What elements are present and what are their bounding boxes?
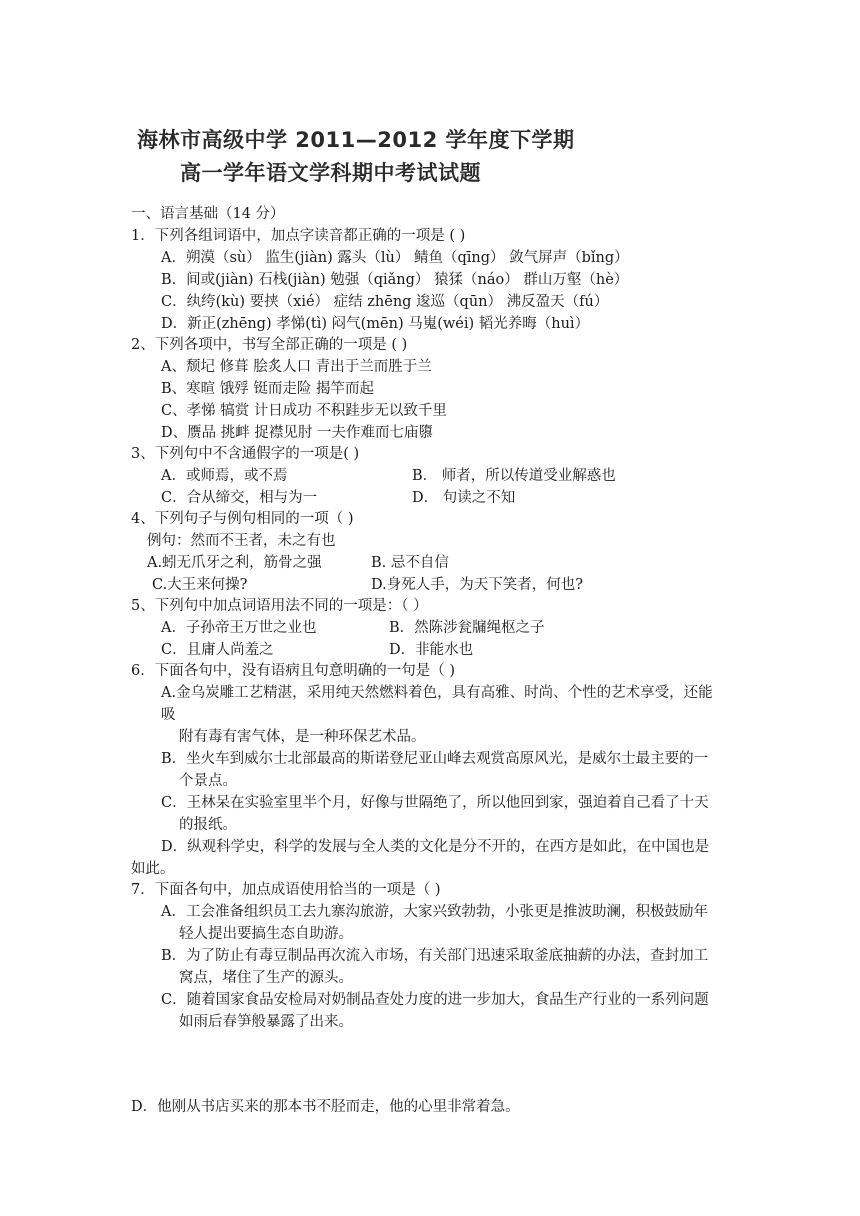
q5-option-b: B．然陈涉瓮牖绳枢之子 <box>389 620 545 636</box>
q7-option-d: D．他刚从书店买来的那本书不胫而走，他的心里非常着急。 <box>131 1099 520 1115</box>
exam-title-line2: 高一学年语文学科期中考试试题 <box>180 161 481 185</box>
q7-option-a-line2: 轻人提出要搞生态自助游。 <box>179 926 353 942</box>
q4-option-c: C.大王来何操? <box>152 577 248 593</box>
q2-stem: 2、下列各项中，书写全部正确的一项是 ( ) <box>131 337 408 353</box>
q2-option-a: A、颓圮 修葺 脍炙人口 青出于兰而胜于兰 <box>161 359 432 375</box>
q4-stem: 4、下列句子与例句相同的一项（ ) <box>131 511 354 527</box>
q4-option-d: D.身死人手，为天下笑者，何也? <box>371 577 583 593</box>
q6-option-b-line1: B．坐火车到威尔士北部最高的斯诺登尼亚山峰去观赏高原风光，是威尔士最主要的一 <box>161 751 709 767</box>
q4-option-a: A.蚓无爪牙之利，筋骨之强 <box>147 555 322 571</box>
q7-option-c-line2: 如雨后春笋般暴露了出来。 <box>179 1014 353 1030</box>
q5-option-a: A．子孙帝王万世之业也 <box>161 620 317 636</box>
q3-option-d: D． 句读之不知 <box>412 490 516 506</box>
q7-option-a-line1: A．工会准备组织员工去九寨沟旅游，大家兴致勃勃，小张更是推波助澜，积极鼓励年 <box>161 904 708 920</box>
q6-option-c-line1: C．王林呆在实验室里半个月，好像与世隔绝了，所以他回到家，强迫着自己看了十天 <box>161 795 709 811</box>
q6-option-d-line2: 如此。 <box>131 861 175 877</box>
q1-option-a: A．朔漠（sù） 监生(jiàn) 露头（lù） 鲭鱼（qīng） 敛气屏声（bǐng） <box>161 250 629 266</box>
q3-stem: 3、下列句中不含通假字的一项是( ) <box>131 446 360 462</box>
q2-option-d: D、赝品 挑衅 捉襟见肘 一夫作难而七庙隳 <box>161 425 433 441</box>
q3-option-a: A．或师焉，或不焉 <box>161 468 288 484</box>
q1-option-b: B．间或(jiàn) 石栈(jiàn) 勉强（qiǎng） 猿猱（náo） 群山万壑（hè） <box>161 272 629 288</box>
q2-option-c: C、孝悌 犒赏 计日成功 不积跬步无以致千里 <box>161 403 447 419</box>
q6-option-a-line1: A.金乌炭雕工艺精湛，采用纯天然燃料着色，具有高雅、时尚、个性的艺术享受，还能 <box>161 685 713 701</box>
q4-option-b: B. 忌不自信 <box>371 555 449 571</box>
q6-option-c-line2: 的报纸。 <box>179 817 237 833</box>
section-heading: 一、语言基础（14 分） <box>131 206 285 222</box>
q6-option-b-line2: 个景点。 <box>179 773 237 789</box>
q6-stem: 6．下面各句中，没有语病且句意明确的一句是（ ) <box>131 663 455 679</box>
q5-option-c: C．且庸人尚羞之 <box>161 642 274 658</box>
q7-stem: 7．下面各句中，加点成语使用恰当的一项是（ ) <box>131 882 441 898</box>
q1-option-c: C．纨绔(kù) 要挟（xié） 症结 zhēng 逡巡（qūn） 沸反盈天（fú） <box>161 294 609 310</box>
q6-option-a-line3: 附有毒有害气体，是一种环保艺术品。 <box>179 729 426 745</box>
q6-option-d-line1: D．纵观科学史，科学的发展与全人类的文化是分不开的，在西方是如此，在中国也是 <box>161 839 710 855</box>
q2-option-b: B、寒暄 饿殍 铤而走险 揭竿而起 <box>161 381 374 397</box>
q5-option-d: D．非能水也 <box>389 642 474 658</box>
q6-option-a-line2: 吸 <box>161 707 176 723</box>
exam-title-line1: 海林市高级中学 2011—2012 学年度下学期 <box>137 128 575 152</box>
q7-option-b-line2: 窝点，堵住了生产的源头。 <box>179 970 353 986</box>
q3-option-b: B． 师者，所以传道受业解惑也 <box>412 468 616 484</box>
q4-example: 例句：然而不王者，未之有也 <box>147 533 336 549</box>
q7-option-b-line1: B．为了防止有毒豆制品再次流入市场，有关部门迅速采取釜底抽薪的办法，查封加工 <box>161 948 709 964</box>
q7-option-c-line1: C．随着国家食品安检局对奶制品查处力度的进一步加大，食品生产行业的一系列问题 <box>161 992 709 1008</box>
q1-stem: 1．下列各组词语中，加点字读音都正确的一项是 ( ) <box>131 228 466 244</box>
q3-option-c: C．合从缔交，相与为一 <box>161 490 318 506</box>
q1-option-d: D．新正(zhēng) 孝悌(tì) 闷气(mēn) 马嵬(wéi) 韬光养晦（huì） <box>161 316 590 332</box>
q5-stem: 5、下列句中加点词语用法不同的一项是：（ ） <box>131 598 428 614</box>
